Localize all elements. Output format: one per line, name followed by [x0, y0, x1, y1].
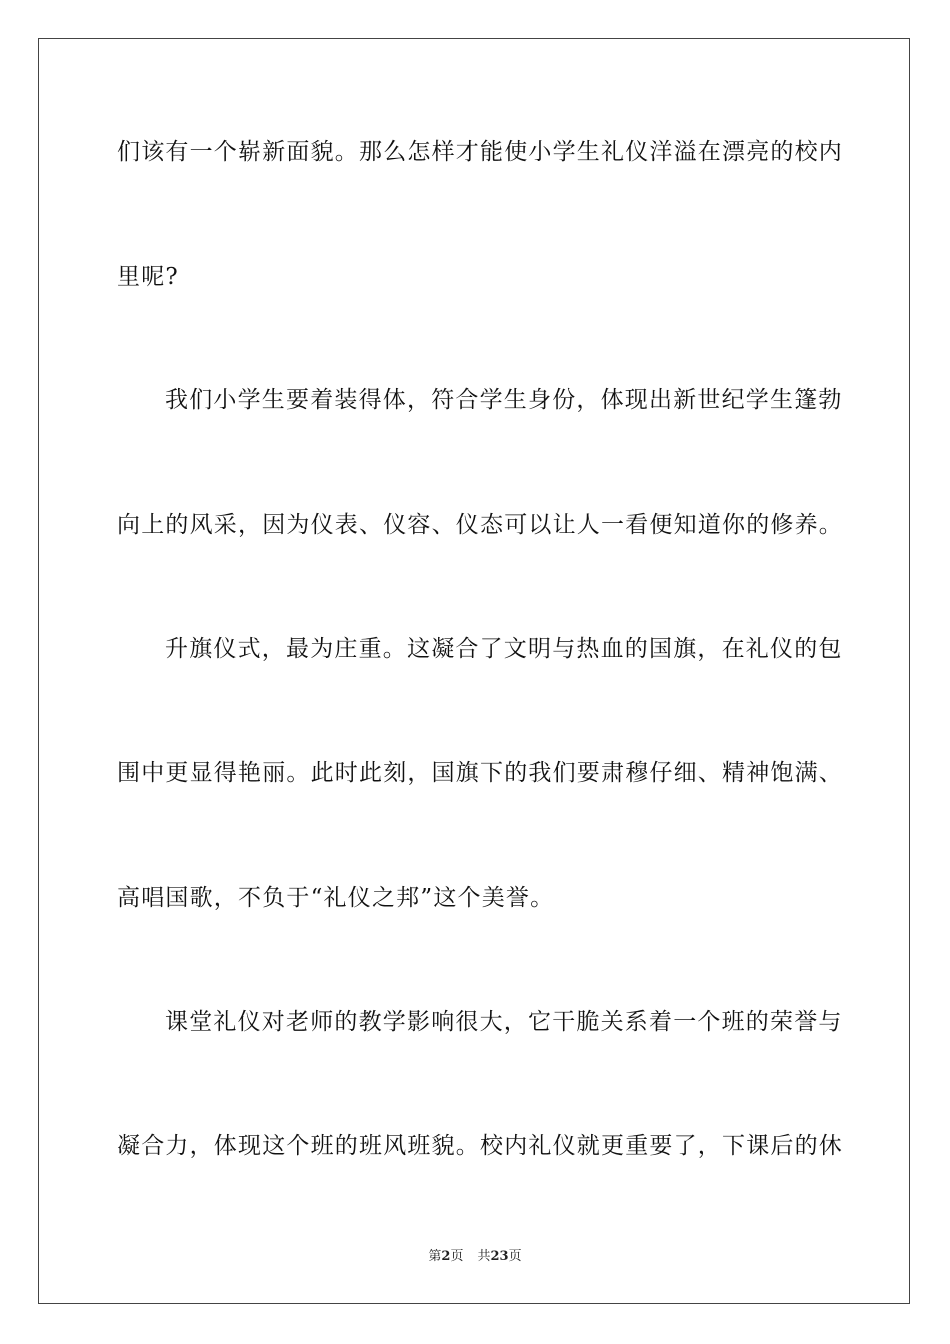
body-line-6: 围中更显得艳丽。此时此刻，国旗下的我们要肃穆仔细、精神饱满、 — [117, 760, 843, 786]
body-line-5: 升旗仪式，最为庄重。这凝合了文明与热血的国旗，在礼仪的包 — [165, 636, 843, 662]
body-line-9: 凝合力，体现这个班的班风班貌。校内礼仪就更重要了，下课后的休 — [117, 1133, 843, 1159]
page-border — [38, 38, 910, 1304]
body-line-7: 高唱国歌，不负于“礼仪之邦”这个美誉。 — [117, 885, 555, 911]
body-line-2: 里呢? — [117, 264, 179, 290]
page-total: 共23页 — [477, 1249, 522, 1264]
body-line-3: 我们小学生要着装得体，符合学生身份，体现出新世纪学生篷勃 — [165, 387, 843, 413]
body-line-8: 课堂礼仪对老师的教学影响很大，它干脆关系着一个班的荣誉与 — [165, 1009, 843, 1035]
body-line-4: 向上的风采，因为仪表、仪容、仪态可以让人一看便知道你的修养。 — [117, 512, 843, 538]
page-footer — [0, 1248, 950, 1266]
body-line-1: 们该有一个崭新面貌。那么怎样才能使小学生礼仪洋溢在漂亮的校内 — [117, 139, 843, 165]
page-number: 第2页 — [428, 1249, 464, 1264]
